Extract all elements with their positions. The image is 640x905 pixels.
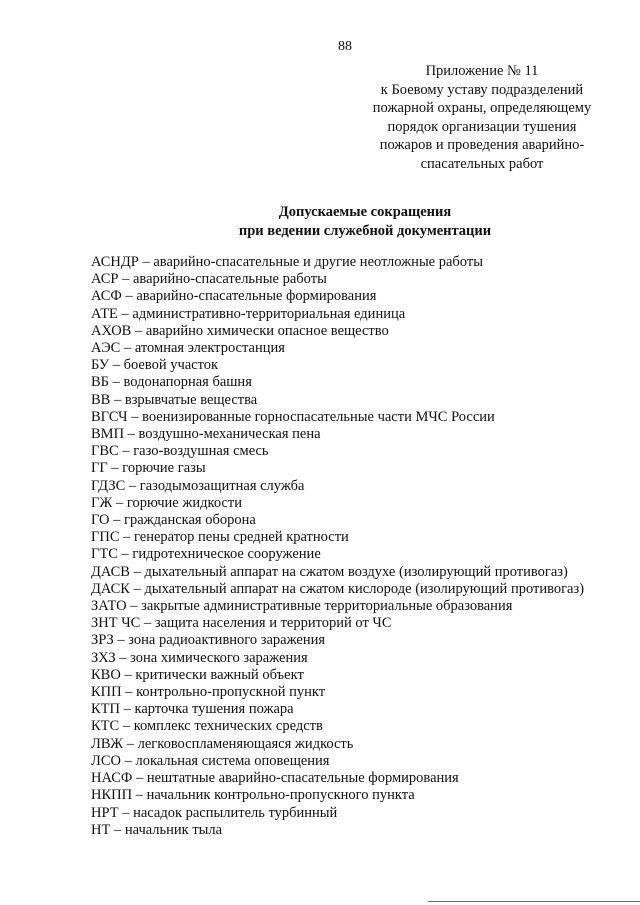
- appendix-line: к Боевому уставу подразделений: [380, 81, 584, 98]
- abbreviation-item: АСФ – аварийно-спасательные формирования: [91, 288, 377, 305]
- abbreviation-item: ЛСО – локальная система оповещения: [91, 752, 330, 769]
- abbreviation-item: АХОВ – аварийно химически опасное вещество: [91, 322, 389, 339]
- abbreviation-item: ДАСК – дыхательный аппарат на сжатом кислороде (изолирующий противогаз): [91, 580, 585, 597]
- abbreviation-item: ГТС – гидротехническое сооружение: [91, 546, 321, 563]
- abbreviation-item: ГВС – газо-воздушная смесь: [91, 443, 269, 460]
- appendix-line: Приложение № 11: [425, 63, 539, 79]
- abbreviation-item: ГДЗС – газодымозащитная служба: [91, 477, 305, 494]
- appendix-line: порядок организации тушения: [387, 118, 577, 135]
- document-heading: [0, 203, 640, 241]
- abbreviation-item: КПП – контрольно-пропускной пункт: [91, 684, 326, 701]
- abbreviation-item: ВБ – водонапорная башня: [91, 374, 252, 391]
- abbreviation-item: КТС – комплекс технических средств: [91, 718, 323, 735]
- appendix-line: пожаров и проведения аварийно-: [379, 137, 585, 154]
- abbreviation-list: [91, 254, 584, 839]
- abbreviation-item: ЗХЗ – зона химического заражения: [91, 649, 308, 666]
- appendix-line: пожарной охраны, определяющему: [372, 100, 592, 117]
- heading-line-1: Допускаемые сокращения: [278, 204, 452, 220]
- abbreviation-item: ЛВЖ – легковоспламеняющаяся жидкость: [91, 735, 354, 752]
- abbreviation-item: БУ – боевой участок: [91, 357, 219, 374]
- heading-line-2: при ведении служебной документации: [238, 223, 492, 239]
- abbreviation-item: КВО – критически важный объект: [91, 666, 304, 683]
- abbreviation-item: ГЖ – горючие жидкости: [91, 494, 242, 511]
- abbreviation-item: НРТ – насадок распылитель турбинный: [91, 804, 338, 821]
- appendix-line: спасательных работ: [420, 155, 544, 172]
- page-number: 88: [338, 39, 352, 54]
- abbreviation-item: НКПП – начальник контрольно-пропускного пункта: [91, 787, 415, 804]
- scan-edge-line: [428, 901, 640, 902]
- abbreviation-item: АЭС – атомная электростанция: [91, 340, 285, 357]
- abbreviation-item: НАСФ – нештатные аварийно-спасательные формирования: [91, 770, 459, 787]
- abbreviation-item: ВМП – воздушно-механическая пена: [91, 426, 321, 443]
- abbreviation-item: ЗНТ ЧС – защита населения и территорий от ЧС: [91, 615, 392, 632]
- abbreviation-item: ВГСЧ – военизированные горноспасательные части МЧС России: [91, 408, 495, 425]
- abbreviation-item: ГГ – горючие газы: [91, 460, 206, 477]
- abbreviation-item: ГО – гражданская оборона: [91, 512, 256, 529]
- abbreviation-item: НТ – начальник тыла: [91, 821, 223, 838]
- abbreviation-item: ВВ – взрывчатые вещества: [91, 391, 258, 408]
- abbreviation-item: АСНДР – аварийно-спасательные и другие неотложные работы: [91, 254, 483, 270]
- abbreviation-item: ДАСВ – дыхательный аппарат на сжатом воздухе (изолирующий противогаз): [91, 563, 568, 580]
- abbreviation-item: ЗРЗ – зона радиоактивного заражения: [91, 632, 326, 649]
- appendix-note: [362, 62, 602, 174]
- abbreviation-item: ГПС – генератор пены средней кратности: [91, 529, 349, 546]
- abbreviation-item: АТЕ – административно-территориальная единица: [91, 305, 406, 322]
- abbreviation-item: КТП – карточка тушения пожара: [91, 701, 294, 718]
- abbreviation-item: ЗАТО – закрытые административные территориальные образования: [91, 598, 513, 615]
- abbreviation-item: АСР – аварийно-спасательные работы: [91, 271, 327, 288]
